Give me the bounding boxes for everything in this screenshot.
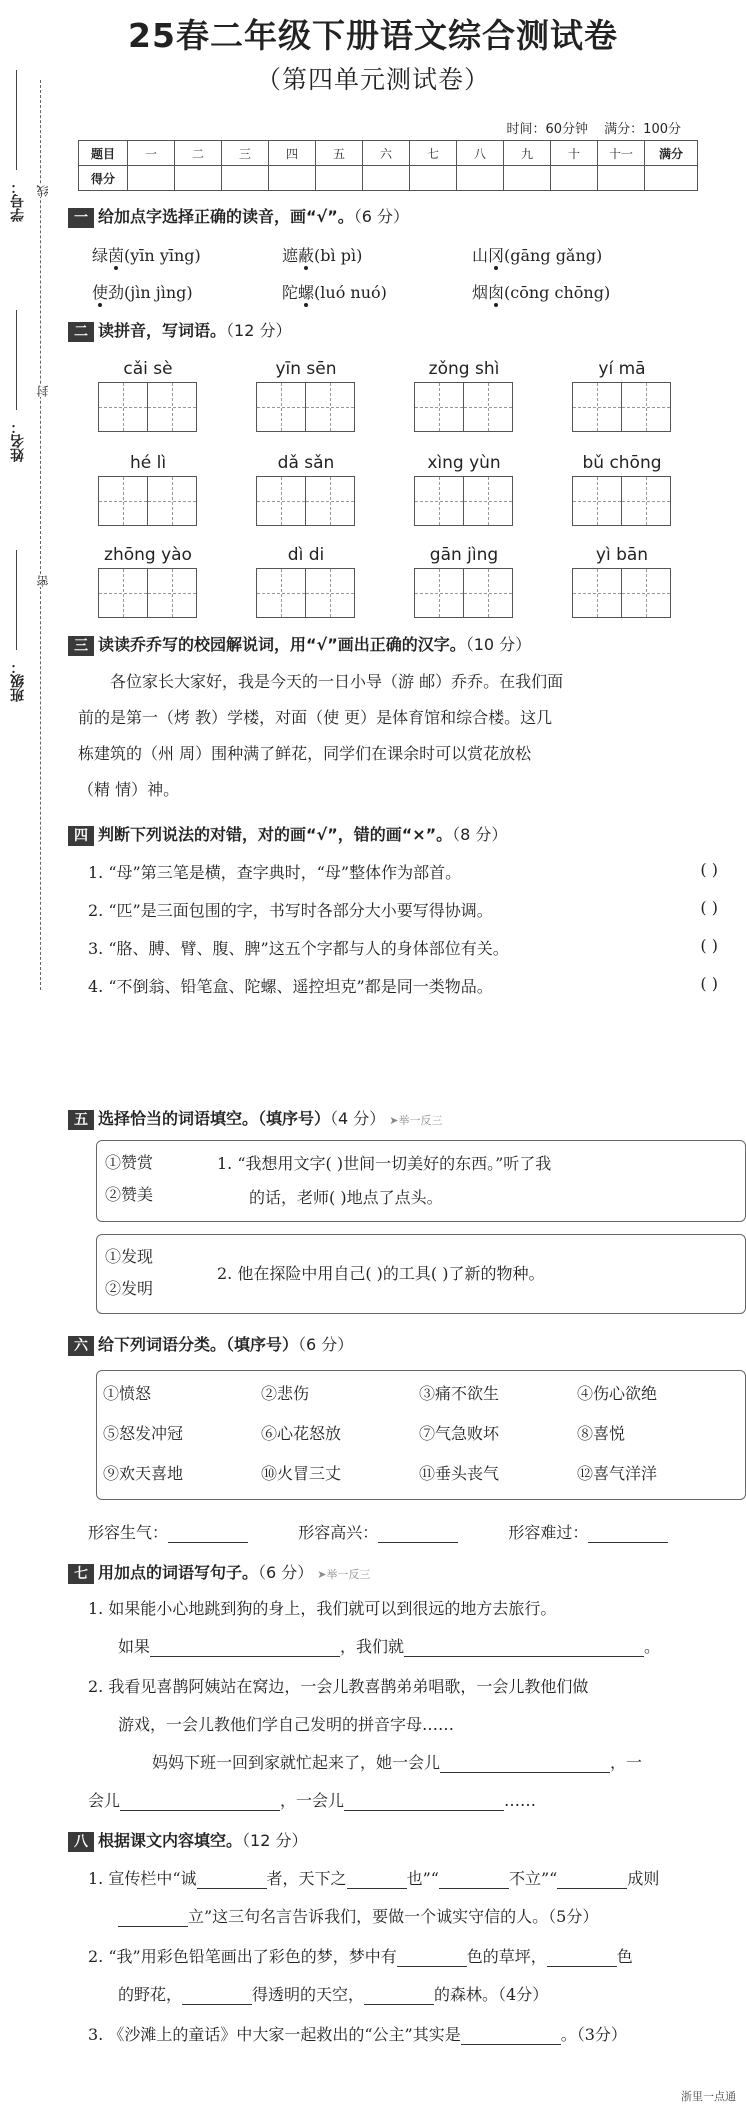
section-score: （6 分）: [353, 207, 409, 226]
mark-line: 线: [36, 185, 50, 197]
score-input-cell[interactable]: [504, 166, 551, 191]
text: 立”这三句名言告诉我们，要做一个诚实守信的人。（5分）: [188, 1907, 599, 1926]
section-tag: ➤举一反三: [389, 1114, 443, 1127]
passage-line[interactable]: （精 情）神。: [78, 780, 180, 799]
pronunciation-row-2: [92, 280, 662, 303]
bank-word: ⑩火冒三丈: [261, 1464, 342, 1483]
answer-end: ……: [504, 1791, 537, 1810]
text: 成则: [627, 1869, 660, 1888]
sentence-q2: 2. 我看见喜鹊阿姨站在窝边，一会儿教喜鹊弟弟唱歌，一会儿教他们做: [88, 1677, 589, 1696]
score-cell: 二: [175, 141, 222, 166]
fill-q1-line2: [118, 1904, 598, 1927]
pinyin-writing-item: [570, 542, 674, 618]
score-cell: 十: [551, 141, 598, 166]
writing-grid-cell[interactable]: [463, 476, 513, 526]
judge-item: [88, 860, 718, 883]
score-cell: 十一: [598, 141, 645, 166]
writing-grid-cell[interactable]: [147, 568, 197, 618]
section-score: （8 分）: [452, 825, 508, 844]
pinyin-label: hé lì: [129, 453, 167, 473]
answer-blank[interactable]: [150, 1638, 340, 1657]
section-number-badge: 二: [68, 322, 94, 342]
score-input-cell[interactable]: [175, 166, 222, 191]
guide-passage: [78, 664, 718, 808]
char: 陀: [282, 283, 299, 302]
score-cell: 九: [504, 141, 551, 166]
section-7-heading: [68, 1560, 371, 1584]
pinyin-options: (cōng chōng): [504, 283, 611, 302]
category-label: 形容难过：: [508, 1523, 589, 1542]
section-number-badge: 三: [68, 636, 94, 656]
pinyin-label: yí mā: [598, 359, 646, 379]
time-limit: 时间：60分钟: [506, 122, 589, 137]
bank-word: ⑧喜悦: [577, 1424, 626, 1443]
score-table: [78, 140, 698, 191]
pinyin-label: dì di: [287, 545, 325, 565]
text: 者，天下之: [266, 1869, 347, 1888]
score-input-cell[interactable]: [645, 166, 698, 191]
text: 不立”“: [508, 1869, 558, 1888]
score-cell: 四: [269, 141, 316, 166]
pinyin-writing-item: [412, 542, 516, 618]
section-6-heading: [68, 1332, 353, 1356]
bank-word: ①愤怒: [103, 1384, 152, 1403]
score-input-cell[interactable]: [551, 166, 598, 191]
answer-prefix: ，我们就: [340, 1637, 405, 1656]
pinyin-label: zǒng shì: [428, 359, 500, 379]
writing-grid-cell[interactable]: [572, 382, 622, 432]
judge-item: [88, 936, 718, 959]
category-label: 形容生气：: [88, 1523, 169, 1542]
bank-word: ③痛不欲生: [419, 1384, 500, 1403]
answer-blank[interactable]: [461, 2026, 561, 2045]
pinyin-label: yì bān: [595, 545, 649, 565]
writing-grid-cell[interactable]: [305, 568, 355, 618]
score-cell: 五: [316, 141, 363, 166]
writing-grid-cell[interactable]: [98, 476, 148, 526]
section-score: （10 分）: [465, 635, 532, 654]
class-label: 班级：: [10, 660, 26, 702]
answer-blank[interactable]: [404, 1638, 644, 1657]
judge-item: [88, 974, 718, 997]
dotted-char: 使: [92, 283, 109, 302]
score-table-header-row: [79, 141, 698, 166]
bank-word: ⑫喜气洋洋: [577, 1464, 658, 1483]
pinyin-writing-item: [412, 450, 516, 526]
exam-subtitle: （第四单元测试卷）: [255, 65, 490, 94]
word-options: [105, 1147, 153, 1211]
section-instruction: 根据课文内容填空。: [98, 1831, 243, 1850]
pinyin-writing-item: [254, 356, 358, 432]
judge-statement: 3. “胳、膊、臂、腹、脾”这五个字都与人的身体部位有关。: [88, 939, 509, 958]
section-4-heading: [68, 822, 507, 846]
fill-q3: [88, 2022, 627, 2045]
answer-blank[interactable]: [347, 1870, 407, 1889]
answer-blank[interactable]: [120, 1792, 280, 1811]
bank-word: ⑥心花怒放: [261, 1424, 342, 1443]
fill-q1-line1: [88, 1866, 659, 1889]
pinyin-label: gān jìng: [429, 545, 499, 565]
writing-grid-cell[interactable]: [98, 382, 148, 432]
score-input-cell[interactable]: [269, 166, 316, 191]
pronunciation-item[interactable]: [282, 280, 472, 303]
score-input-cell[interactable]: [457, 166, 504, 191]
section-3-heading: [68, 632, 531, 656]
sentence-q2-answer-line1: [152, 1750, 642, 1773]
section-number-badge: 一: [68, 208, 94, 228]
answer-blank[interactable]: [557, 1870, 627, 1889]
text: 2. “我”用彩色铅笔画出了彩色的梦，梦中有: [88, 1947, 397, 1966]
answer-end: ，一: [610, 1753, 643, 1772]
score-input-cell[interactable]: [128, 166, 175, 191]
pinyin-options: (luó nuó): [314, 283, 387, 302]
passage-line[interactable]: 各位家长大家好，我是今天的一日小导（游 邮）乔乔。在我们面: [110, 672, 564, 691]
text: 3. 《沙滩上的童话》中大家一起救出的“公主”其实是: [88, 2025, 461, 2044]
passage-line[interactable]: 前的是第一（烤 教）学楼，对面（使 更）是体育馆和综合楼。这几: [78, 708, 553, 727]
section-score: （12 分）: [226, 321, 292, 340]
writing-grid-cell[interactable]: [414, 382, 464, 432]
answer-parentheses[interactable]: ( ): [700, 860, 718, 879]
class-blank[interactable]: [16, 550, 17, 650]
pronunciation-item[interactable]: [472, 280, 662, 303]
writing-grid-cell[interactable]: [621, 476, 671, 526]
pinyin-writing-item: [254, 542, 358, 618]
pinyin-label: yīn sēn: [275, 359, 337, 379]
pinyin-writing-item: [254, 450, 358, 526]
bank-word: ④伤心欲绝: [577, 1384, 658, 1403]
section-instruction: 读读乔乔写的校园解说词，用“√”画出正确的汉字。: [98, 635, 466, 654]
section-score: （6 分）: [298, 1335, 354, 1354]
text: 得透明的天空，: [252, 1985, 365, 2004]
section-tag: ➤举一反三: [317, 1568, 371, 1581]
word-options: [105, 1241, 153, 1305]
pronunciation-item[interactable]: [92, 280, 282, 303]
section-number-badge: 八: [68, 1832, 94, 1852]
pinyin-writing-item: [96, 542, 200, 618]
dotted-char: 螺: [298, 283, 315, 302]
score-cell: 题目: [79, 141, 128, 166]
writing-grid-cell[interactable]: [621, 382, 671, 432]
pinyin-label: cǎi sè: [123, 359, 173, 379]
answer-parentheses[interactable]: ( ): [700, 898, 718, 917]
answer-prefix: 如果: [118, 1637, 151, 1656]
answer-blank[interactable]: [118, 1908, 188, 1927]
category-blank[interactable]: [378, 1524, 458, 1543]
score-input-cell[interactable]: [316, 166, 363, 191]
exam-title: 25春二年级下册语文综合测试卷: [128, 16, 618, 55]
char: 山: [472, 246, 489, 265]
writing-grid-cell[interactable]: [621, 568, 671, 618]
answer-parentheses[interactable]: ( ): [700, 974, 718, 993]
word-choice-group-2: [96, 1234, 746, 1314]
bank-word: ⑨欢天喜地: [103, 1464, 184, 1483]
answer-blank[interactable]: [397, 1948, 467, 1967]
score-input-cell[interactable]: [410, 166, 457, 191]
section-2-heading: [68, 318, 291, 342]
answer-prefix: 会儿: [88, 1791, 121, 1810]
answer-blank[interactable]: [344, 1792, 504, 1811]
text: 色: [616, 1947, 633, 1966]
writing-grid-cell[interactable]: [256, 476, 306, 526]
dotted-char: 冈: [488, 246, 505, 265]
text: 的野花，: [118, 1985, 183, 2004]
section-number-badge: 六: [68, 1336, 94, 1356]
writing-grid-cell[interactable]: [147, 476, 197, 526]
section-score: （4 分）: [330, 1109, 386, 1128]
word-option: ①发现: [105, 1247, 154, 1266]
word-option: ①赞赏: [105, 1153, 154, 1172]
pinyin-options: (gāng gǎng): [504, 246, 603, 265]
writing-grid-cell[interactable]: [414, 568, 464, 618]
word-option: ②发明: [105, 1279, 154, 1298]
writing-grid-cell[interactable]: [572, 568, 622, 618]
text: 色的草坪，: [466, 1947, 547, 1966]
writing-grid-cell[interactable]: [98, 568, 148, 618]
section-instruction: 用加点的词语写句子。: [98, 1563, 259, 1582]
score-input-cell[interactable]: [363, 166, 410, 191]
student-no-label: 学号：: [10, 180, 26, 222]
category-row: [88, 1520, 668, 1543]
section-number-badge: 五: [68, 1110, 94, 1130]
binding-margin: [0, 60, 60, 1000]
word-option: ②赞美: [105, 1185, 154, 1204]
dotted-char: 囱: [488, 283, 505, 302]
fill-question[interactable]: 2. 他在探险中用自己( )的工具( )了新的物种。: [217, 1264, 545, 1283]
mark-secret: 密: [36, 575, 50, 587]
answer-blank[interactable]: [364, 1986, 434, 2005]
writing-grid-cell[interactable]: [256, 568, 306, 618]
char: 遮: [282, 246, 299, 265]
category-label: 形容高兴：: [298, 1523, 379, 1542]
writing-grid-cell[interactable]: [305, 476, 355, 526]
section-score: （6 分）: [258, 1563, 314, 1582]
pinyin-writing-item: [96, 356, 200, 432]
pronunciation-item[interactable]: [92, 243, 282, 266]
writing-grid-cell[interactable]: [256, 382, 306, 432]
binding-dashed-line: [40, 80, 41, 990]
pinyin-writing-item: [570, 356, 674, 432]
pinyin-writing-item: [96, 450, 200, 526]
bank-word: ⑤怒发冲冠: [103, 1424, 184, 1443]
word-bank: [96, 1370, 746, 1500]
pinyin-writing-item: [570, 450, 674, 526]
bank-word: ⑦气急败坏: [419, 1424, 500, 1443]
bank-word: ⑪垂头丧气: [419, 1464, 500, 1483]
pronunciation-item[interactable]: [472, 243, 662, 266]
pinyin-options: (bì pì): [314, 246, 363, 265]
score-cell: 满分: [645, 141, 698, 166]
score-cell: 六: [363, 141, 410, 166]
section-instruction: 读拼音，写词语。: [98, 321, 227, 340]
answer-blank[interactable]: [547, 1948, 617, 1967]
pinyin-options: (yīn yīng): [124, 246, 201, 265]
writing-grid-cell[interactable]: [463, 568, 513, 618]
fill-question[interactable]: 1. “我想用文字( )世间一切美好的东西。”听了我: [217, 1154, 552, 1173]
fill-q2-line1: [88, 1944, 633, 1967]
judge-statement: 2. “匹”是三面包围的字，书写时各部分大小要写得协调。: [88, 901, 493, 920]
text: 的森林。（4分）: [434, 1985, 549, 2004]
answer-blank[interactable]: [197, 1870, 267, 1889]
dotted-char: 茵: [108, 246, 125, 265]
passage-line[interactable]: 栋建筑的（州 周）围种满了鲜花，同学们在课余时可以赏花放松: [78, 744, 532, 763]
answer-blank[interactable]: [439, 1870, 509, 1889]
writing-grid-cell[interactable]: [572, 476, 622, 526]
sentence-q1-answer: [118, 1634, 660, 1657]
exam-meta: [494, 118, 681, 137]
writing-grid-cell[interactable]: [305, 382, 355, 432]
writing-grid-cell[interactable]: [463, 382, 513, 432]
full-score: 满分：100分: [604, 122, 681, 137]
section-instruction: 判断下列说法的对错，对的画“√”，错的画“×”。: [98, 825, 453, 844]
fill-question[interactable]: 的话，老师( )地点了点头。: [249, 1188, 443, 1207]
pinyin-label: zhōng yào: [104, 545, 192, 565]
score-cell: 一: [128, 141, 175, 166]
char: 绿: [92, 246, 109, 265]
answer-prefix: 妈妈下班一回到家就忙起来了，她一会儿: [152, 1753, 441, 1772]
section-number-badge: 四: [68, 826, 94, 846]
section-1-heading: [68, 204, 409, 228]
judge-statement: 1. “母”第三笔是横，查字典时，“母”整体作为部首。: [88, 863, 462, 882]
judge-item: [88, 898, 718, 921]
pronunciation-item[interactable]: [282, 243, 472, 266]
section-number-badge: 七: [68, 1564, 94, 1584]
bank-word: ②悲伤: [261, 1384, 310, 1403]
pronunciation-row-1: [92, 243, 662, 266]
section-score: （12 分）: [242, 1831, 308, 1850]
mark-seal: 封: [36, 385, 50, 397]
text: 。（3分）: [560, 2025, 627, 2044]
pinyin-label: xìng yùn: [427, 453, 501, 473]
pinyin-label: bǔ chōng: [582, 453, 662, 473]
section-instruction: 给下列词语分类。（填序号）: [98, 1335, 299, 1354]
answer-blank[interactable]: [440, 1754, 610, 1773]
sentence-q2-answer-line2: [88, 1788, 536, 1811]
name-label: 姓名：: [10, 420, 26, 462]
char: 烟: [472, 283, 489, 302]
word-choice-group-1: [96, 1140, 746, 1222]
answer-prefix: ，一会儿: [280, 1791, 345, 1810]
sentence-q1: 1. 如果能小心地跳到狗的身上，我们就可以到很远的地方去旅行。: [88, 1599, 557, 1618]
score-input-cell[interactable]: [598, 166, 645, 191]
score-row-label: 得分: [79, 166, 128, 191]
pinyin-label: dǎ sǎn: [277, 453, 335, 473]
category-blank[interactable]: [168, 1524, 248, 1543]
section-5-heading: [68, 1106, 443, 1130]
score-cell: 三: [222, 141, 269, 166]
publisher-footer: 浙里一点通: [681, 2090, 736, 2103]
text: 也”“: [406, 1869, 439, 1888]
score-input-cell[interactable]: [222, 166, 269, 191]
section-8-heading: [68, 1828, 307, 1852]
judge-statement: 4. “不倒翁、铅笔盒、陀螺、遥控坦克”都是同一类物品。: [88, 977, 493, 996]
answer-blank[interactable]: [182, 1986, 252, 2005]
section-instruction: 选择恰当的词语填空。（填序号）: [98, 1109, 331, 1128]
text: 1. 宣传栏中“诚: [88, 1869, 197, 1888]
answer-parentheses[interactable]: ( ): [700, 936, 718, 955]
fill-q2-line2: [118, 1982, 548, 2005]
score-cell: 八: [457, 141, 504, 166]
name-blank[interactable]: [16, 310, 17, 410]
sentence-q2-line2: 游戏，一会儿教他们学自己发明的拼音字母……: [118, 1715, 455, 1734]
section-instruction: 给加点字选择正确的读音，画“√”。: [98, 207, 354, 226]
pinyin-options: (jìn jìng): [124, 283, 193, 302]
score-cell: 七: [410, 141, 457, 166]
writing-grid-cell[interactable]: [147, 382, 197, 432]
dotted-char: 蔽: [298, 246, 315, 265]
answer-end: 。: [644, 1637, 661, 1656]
score-table-score-row: [79, 166, 698, 191]
writing-grid-cell[interactable]: [414, 476, 464, 526]
pinyin-writing-item: [412, 356, 516, 432]
category-blank[interactable]: [588, 1524, 668, 1543]
char: 劲: [108, 283, 125, 302]
